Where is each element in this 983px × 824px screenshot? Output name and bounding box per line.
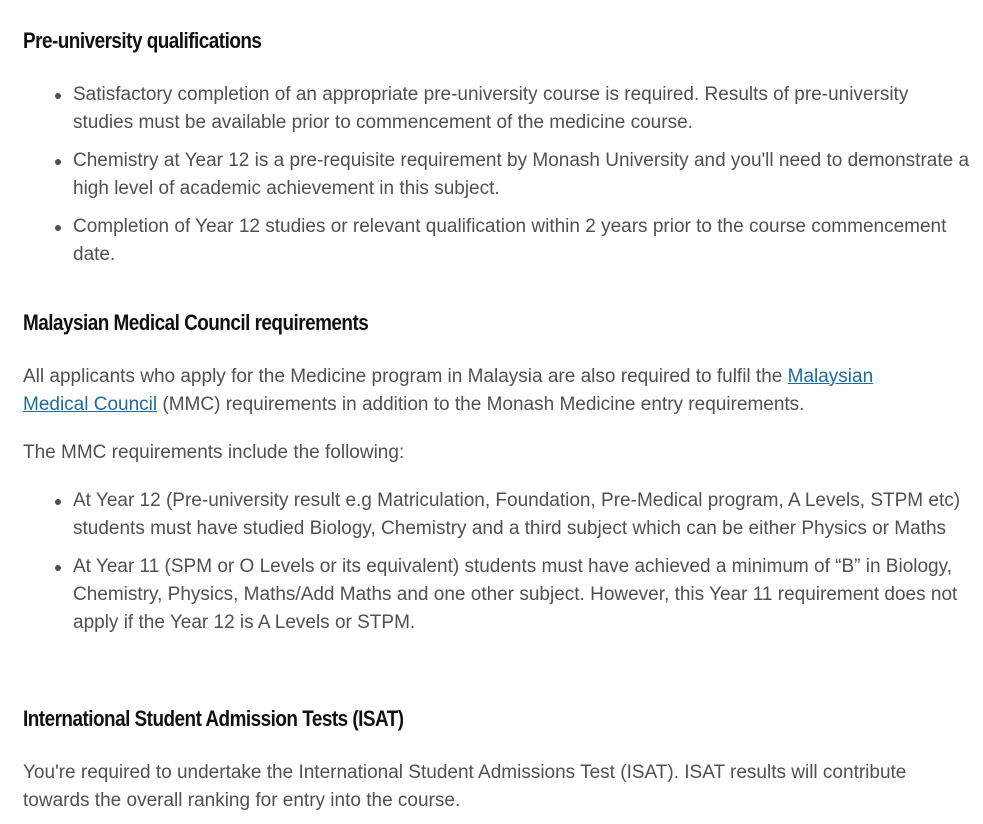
bullet-icon bbox=[55, 159, 61, 165]
mmc-requirements-list bbox=[23, 487, 983, 647]
list-item: At Year 12 (Pre-university result e.g Matriculation, Foundation, Pre-Medical program, A Levels, STPM etc) students must have studied Biology, Chemistry and a third subject which can be either Physics or Maths bbox=[23, 487, 983, 543]
mmc-intro-paragraph: All applicants who apply for the Medicine program in Malaysia are also required to fulfil the Malaysian Medical Council (MMC) requirements in addition to the Monash Medicine entry requirements. bbox=[23, 366, 874, 415]
bullet-icon bbox=[55, 565, 61, 571]
bullet-icon bbox=[55, 93, 61, 99]
malaysian-medical-council-link[interactable]: Malaysian Medical Council bbox=[23, 366, 874, 415]
bullet-icon bbox=[55, 499, 61, 505]
section-heading-pre-university: Pre-university qualifications bbox=[23, 28, 262, 53]
isat-paragraph: You're required to undertake the International Student Admissions Test (ISAT). ISAT results will contribute towards the overall ranking for entry into the course. bbox=[23, 762, 907, 811]
pre-university-list bbox=[23, 81, 973, 279]
list-item: Satisfactory completion of an appropriate pre-university course is required. Results of pre-university studies must be available prior to commencement of the medicine course. bbox=[23, 81, 973, 137]
list-item: At Year 11 (SPM or O Levels or its equivalent) students must have achieved a minimum of “B” in Biology, Chemistry, Physics, Maths/Add Maths and one other subject. However, this Year 11 requirement does not apply if the Year 12 is A Levels or STPM. bbox=[23, 553, 983, 637]
list-item: Completion of Year 12 studies or relevant qualification within 2 years prior to the course commencement date. bbox=[23, 213, 973, 269]
mmc-lead-paragraph: The MMC requirements include the following: bbox=[23, 442, 405, 463]
section-heading-isat: International Student Admission Tests (ISAT) bbox=[23, 706, 404, 731]
list-item: Chemistry at Year 12 is a pre-requisite requirement by Monash University and you'll need to demonstrate a high level of academic achievement in this subject. bbox=[23, 147, 973, 203]
bullet-icon bbox=[55, 225, 61, 231]
section-heading-mmc: Malaysian Medical Council requirements bbox=[23, 310, 369, 335]
